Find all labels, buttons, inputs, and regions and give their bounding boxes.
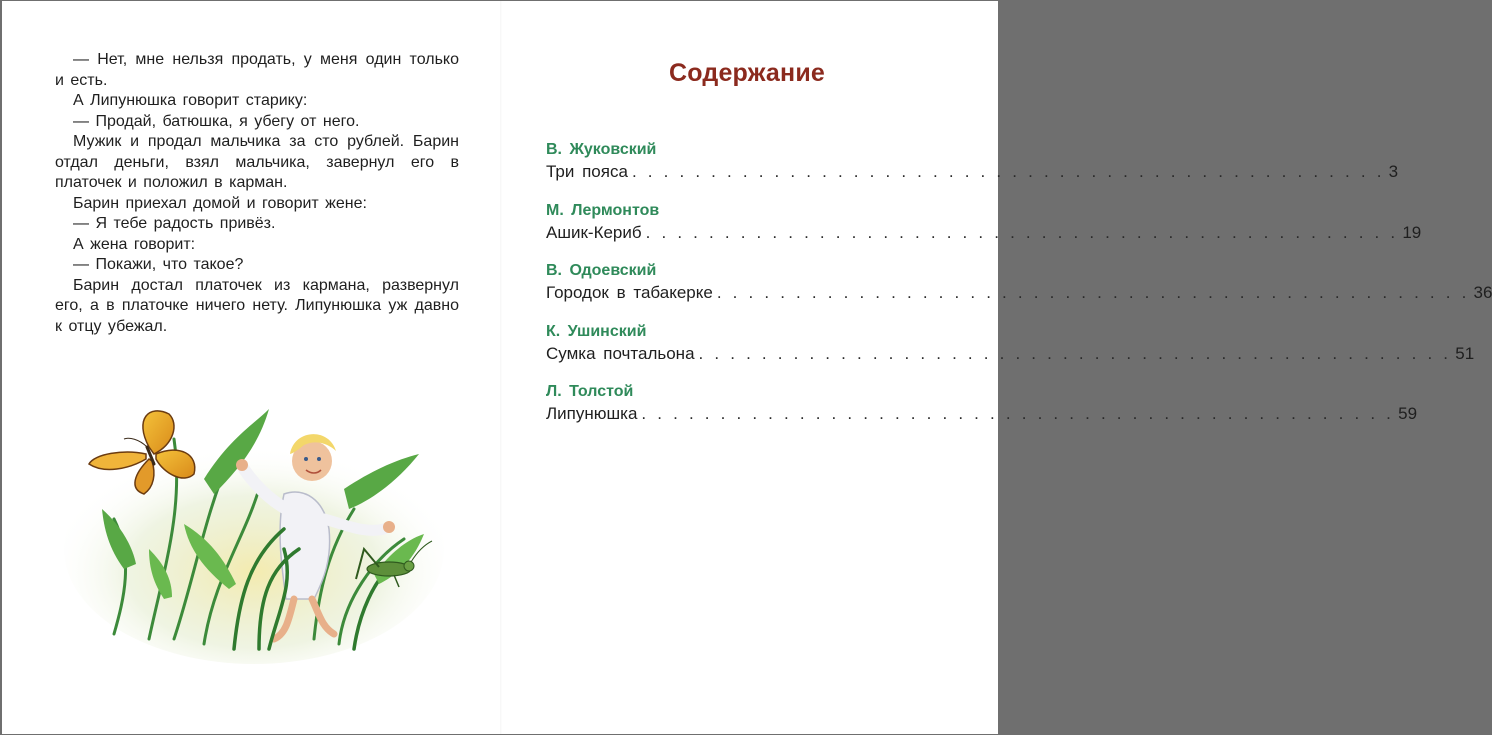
toc-author: Л. Толстой: [546, 383, 634, 400]
story-paragraph: — Покажи, что такое?: [73, 256, 244, 273]
toc-title: Городок в табакерке: [546, 283, 713, 302]
toc-entry[interactable]: [546, 381, 1418, 442]
toc-author: К. Ушинский: [546, 322, 647, 340]
story-paragraph: А жена говорит:: [73, 235, 196, 253]
story-paragraph: — Продай, батюшка, я убегу от него.: [73, 112, 360, 130]
toc-author: М. Лермонтов: [546, 201, 660, 219]
toc-entry[interactable]: [546, 139, 1399, 200]
toc-page-number: 19: [1402, 222, 1422, 242]
toc-title: Липунюшка: [546, 404, 638, 423]
story-paragraph: — Нет, мне нельзя продать, у меня один только и есть.: [55, 51, 459, 89]
table-of-contents: [546, 139, 1492, 442]
toc-entry[interactable]: [546, 321, 1475, 382]
toc-page-number: 51: [1455, 343, 1475, 363]
toc-leader-dots: . . . . . . . . . . . . . . . . . . . . . . . . . . . . . . . . . . . . . . . . . . . . . . . .: [716, 283, 1470, 302]
book-spread: [2, 1, 1492, 734]
toc-page-number: 3: [1388, 162, 1399, 181]
toc-title: Сумка почтальона: [546, 343, 695, 363]
contents-title: Содержание: [668, 59, 826, 87]
toc-line[interactable]: [546, 403, 1418, 425]
story-text: [55, 50, 459, 337]
toc-page-number: 59: [1398, 404, 1418, 423]
toc-author: В. Жуковский: [546, 141, 657, 158]
story-paragraph: Барин достал платочек из кармана, развернул его, а в платочке ничего нету. Липунюшка уж давно к отцу убежал.: [55, 276, 459, 335]
toc-title: Три пояса: [546, 162, 628, 181]
toc-entry[interactable]: [546, 200, 1422, 261]
toc-title: Ашик-Кериб: [546, 222, 642, 242]
toc-leader-dots: . . . . . . . . . . . . . . . . . . . . . . . . . . . . . . . . . . . . . . . . . . . . . . . .: [645, 222, 1399, 242]
toc-leader-dots: . . . . . . . . . . . . . . . . . . . . . . . . . . . . . . . . . . . . . . . . . . . . . . . .: [631, 162, 1385, 181]
toc-line[interactable]: [546, 343, 1475, 365]
page-gutter: [500, 1, 502, 734]
toc-author: В. Одоевский: [546, 262, 657, 279]
story-paragraph: А Липунюшка говорит старику:: [73, 92, 308, 109]
story-paragraph: — Я тебе радость привёз.: [73, 215, 276, 232]
toc-line[interactable]: [546, 282, 1492, 304]
toc-page-number: 36: [1473, 283, 1492, 302]
boy-in-grass-illustration: [54, 399, 434, 649]
toc-leader-dots: . . . . . . . . . . . . . . . . . . . . . . . . . . . . . . . . . . . . . . . . . . . . . . . .: [698, 343, 1452, 363]
toc-leader-dots: . . . . . . . . . . . . . . . . . . . . . . . . . . . . . . . . . . . . . . . . . . . . . . . .: [641, 404, 1395, 423]
story-paragraph: Барин приехал домой и говорит жене:: [73, 194, 367, 212]
story-paragraph: Мужик и продал мальчика за сто рублей. Барин отдал деньги, взял мальчика, завернул его в платочек и положил в карман.: [55, 133, 459, 191]
toc-line[interactable]: [546, 222, 1422, 244]
toc-line[interactable]: [546, 161, 1399, 183]
toc-entry[interactable]: [546, 260, 1492, 321]
